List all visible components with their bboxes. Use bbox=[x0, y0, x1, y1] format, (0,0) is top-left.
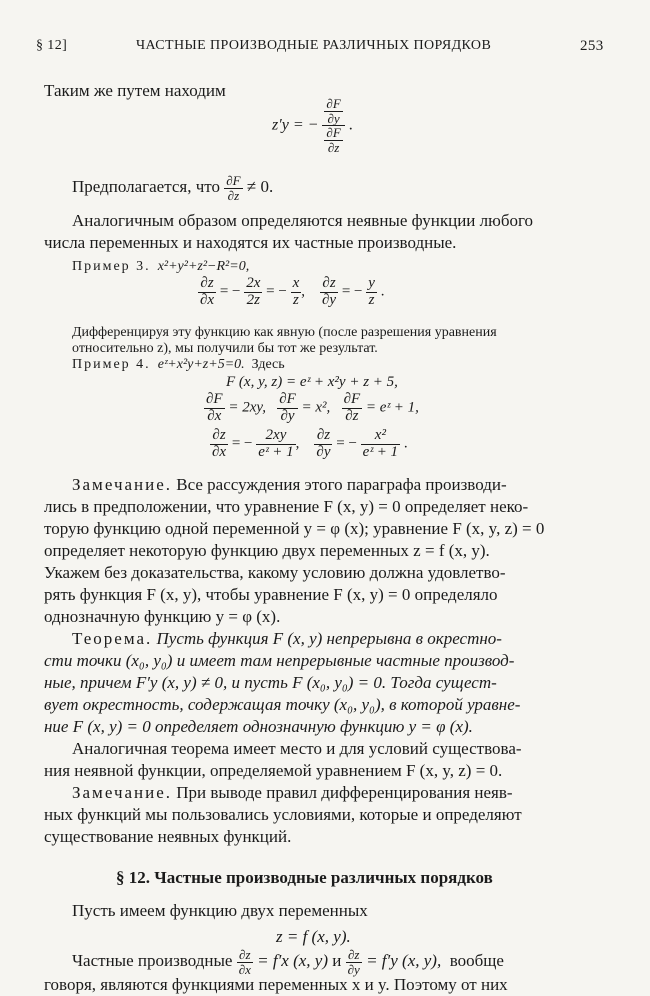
header-section: § 12] bbox=[36, 38, 68, 53]
remark1-line-3: торую функцию одной переменной y = φ (x); уравнение F (x, y, z) = 0 bbox=[44, 519, 545, 538]
remark1-line-1: Замечание. Все рассуждения этого параграфа производи- bbox=[72, 475, 507, 494]
theorem-line-3: ные, причем F′y (x, y) ≠ 0, и пусть F (x₀, y₀) = 0. Тогда сущест- bbox=[44, 673, 497, 692]
section-eq: z = f (x, y). bbox=[276, 927, 351, 946]
remark2-line-2: ных функций мы пользовались условиями, которые и определяют bbox=[44, 805, 522, 824]
assumption-line: Предполагается, что $\frac{\partial F}{\partial z}$ ≠ 0. bbox=[72, 173, 274, 203]
example4-derivatives: $\frac{\partial z}{\partial x}$ = − $\frac{2xy}{\text{eᶻ + 1}}$ , $\frac{\partial z}{\partial y}$ = − $\frac{\text{x²}}{\text{eᶻ + 1}}$ . bbox=[212, 427, 408, 460]
remark1-line-2: лись в предположении, что уравнение F (x, y) = 0 определяет неко- bbox=[44, 497, 529, 516]
remark1-line-7: однозначную функцию y = φ (x). bbox=[44, 607, 281, 626]
analog-theorem-line-1: Аналогичная теорема имеет место и для условий существова- bbox=[72, 739, 522, 758]
section-p2: Частные производные $\frac{\partial z}{\partial x}$ = f′x (x, y) и $\frac{\partial z}{\partial y}$ = f′y (x, y), вообще bbox=[72, 947, 504, 977]
theorem-line-5: ние F (x, y) = 0 определяет однозначную функцию y = φ (x). bbox=[44, 717, 473, 736]
remark1-line-4: определяет некоторую функцию двух переменных z = f (x, y). bbox=[44, 541, 490, 560]
formula-zy: z′y = − $\frac{\frac{\partial F}{\partial y}}{\frac{\partial F}{\partial z}}$ . bbox=[272, 96, 353, 155]
example3-line: Пример 3. x²+y²+z²−R²=0, bbox=[72, 259, 250, 274]
page-number: 253 bbox=[580, 38, 604, 54]
remark1-line-5: Укажем без доказательства, какому условию должна удовлетво- bbox=[44, 563, 506, 582]
theorem-line-4: вует окрестность, содержащая точку (x₀, y₀), в которой уравне- bbox=[44, 695, 521, 714]
analog-line-2: числа переменных и находятся их частные производные. bbox=[44, 233, 457, 252]
example4-function: F (x, y, z) = eᶻ + x²y + z + 5, bbox=[226, 374, 398, 390]
intro-text: Таким же путем находим bbox=[44, 81, 226, 100]
fraction-dF-dz-assumption: $\frac{\partial F}{\partial z}$ bbox=[226, 173, 241, 203]
example4-partials: $\frac{\partial F}{\partial x}$ = 2xy, $\frac{\partial F}{\partial y}$ = x², $\frac{\partial F}{\partial z}$ = eᶻ + 1, bbox=[206, 391, 419, 424]
diff-note-line-1: Дифференцируя эту функцию как явную (после разрешения уравнения bbox=[72, 325, 497, 340]
fraction-dF-dy: $\frac{\partial F}{\partial y}$ bbox=[326, 96, 341, 126]
section-title: § 12. Частные производные различных порядков bbox=[116, 868, 493, 887]
remark1-line-6: рять функция F (x, y), чтобы уравнение F (x, y) = 0 определяло bbox=[44, 585, 498, 604]
zy-lhs: z′y = − bbox=[272, 116, 319, 134]
diff-note-line-2: относительно z), мы получили бы тот же результат. bbox=[72, 341, 378, 356]
fraction-dF-dz: $\frac{\partial F}{\partial z}$ bbox=[326, 125, 341, 155]
remark2-line-1: Замечание. При выводе правил дифференцирования неяв- bbox=[72, 783, 513, 802]
section-p3: говоря, являются функциями переменных x и y. Поэтому от них bbox=[44, 975, 508, 994]
theorem-line-1: Теорема. Пусть функция F (x, y) непрерывна в окрестно- bbox=[72, 629, 502, 648]
section-p1: Пусть имеем функцию двух переменных bbox=[72, 901, 368, 920]
fraction-dFdy-over-dFdz bbox=[322, 97, 344, 155]
header-title: ЧАСТНЫЕ ПРОИЗВОДНЫЕ РАЗЛИЧНЫХ ПОРЯДКОВ bbox=[136, 38, 492, 53]
example3-derivatives: $\frac{\partial z}{\partial x}$ = − $\frac{2x}{2z}$ = − $\frac{x}{z}$ , $\frac{\partial z}{\partial y}$ = − $\frac{y}{z}$ . bbox=[200, 275, 385, 308]
remark2-line-3: существование неявных функций. bbox=[44, 827, 292, 846]
analog-theorem-line-2: ния неявной функции, определяемой уравнением F (x, y, z) = 0. bbox=[44, 761, 503, 780]
example4-line: Пример 4. eᶻ+x²y+z+5=0. Здесь bbox=[72, 357, 285, 372]
theorem-line-2: сти точки (x₀, y₀) и имеет там непрерывные частные производ- bbox=[44, 651, 515, 670]
analog-line-1: Аналогичным образом определяются неявные функции любого bbox=[72, 211, 534, 230]
